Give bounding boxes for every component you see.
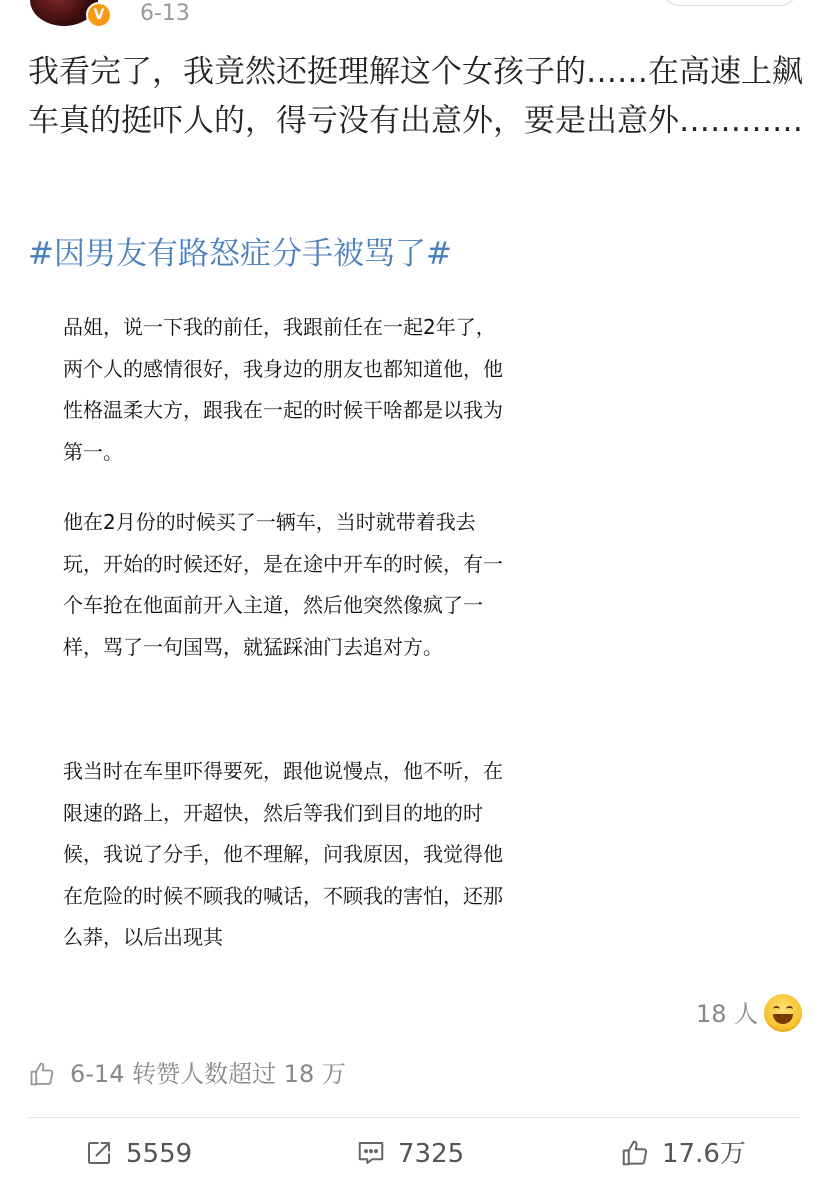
repost-info-text: 6-14 转赞人数超过 18 万 — [70, 1060, 346, 1088]
divider — [28, 1117, 800, 1118]
reaction-count[interactable]: 18 人 — [696, 1000, 759, 1028]
share-count: 5559 — [126, 1139, 193, 1169]
article-paragraph-2: 他在2月份的时候买了一辆车，当时就带着我去玩，开始的时候还好，是在途中开车的时候，有一个车抢在他面前开入主道，然后他突然像疯了一样，骂了一句国骂，就猛踩油门去追对方。 — [63, 510, 503, 659]
verified-badge-icon: V — [86, 2, 112, 28]
article-paragraph-1: 品姐，说一下我的前任，我跟前任在一起2年了，两个人的感情很好，我身边的朋友也都知道他，他性格温柔大方，跟我在一起的时候干啥都是以我为第一。 — [63, 315, 503, 464]
action-bar — [0, 1132, 828, 1176]
grinning-face-icon[interactable] — [764, 994, 802, 1032]
article-paragraph-3: 我当时在车里吓得要死，跟他说慢点，他不听，在限速的路上，开超快，然后等我们到目的地的时候，我说了分手，他不理解，问我原因，我觉得他在危险的时候不顾我的喊话，不顾我的害怕，还那么莽，以后出现其 — [63, 759, 503, 950]
article-fade — [28, 956, 508, 980]
share-icon — [84, 1138, 114, 1168]
follow-button[interactable] — [662, 0, 798, 6]
thumbs-up-icon — [620, 1138, 650, 1168]
comment-icon — [356, 1138, 386, 1168]
hashtag-link[interactable]: #因男友有路怒症分手被骂了# — [28, 236, 452, 272]
post-text: 我看完了，我竟然还挺理解这个女孩子的……在高速上飙车真的挺吓人的，得亏没有出意外，要是出意外………… — [28, 54, 803, 139]
comment-count: 7325 — [398, 1139, 465, 1169]
thumbs-up-icon — [28, 1060, 56, 1088]
like-count: 17.6万 — [662, 1139, 746, 1169]
post-header — [0, 0, 828, 40]
article-image[interactable] — [28, 290, 508, 980]
post-date: 6-13 — [140, 1, 190, 26]
